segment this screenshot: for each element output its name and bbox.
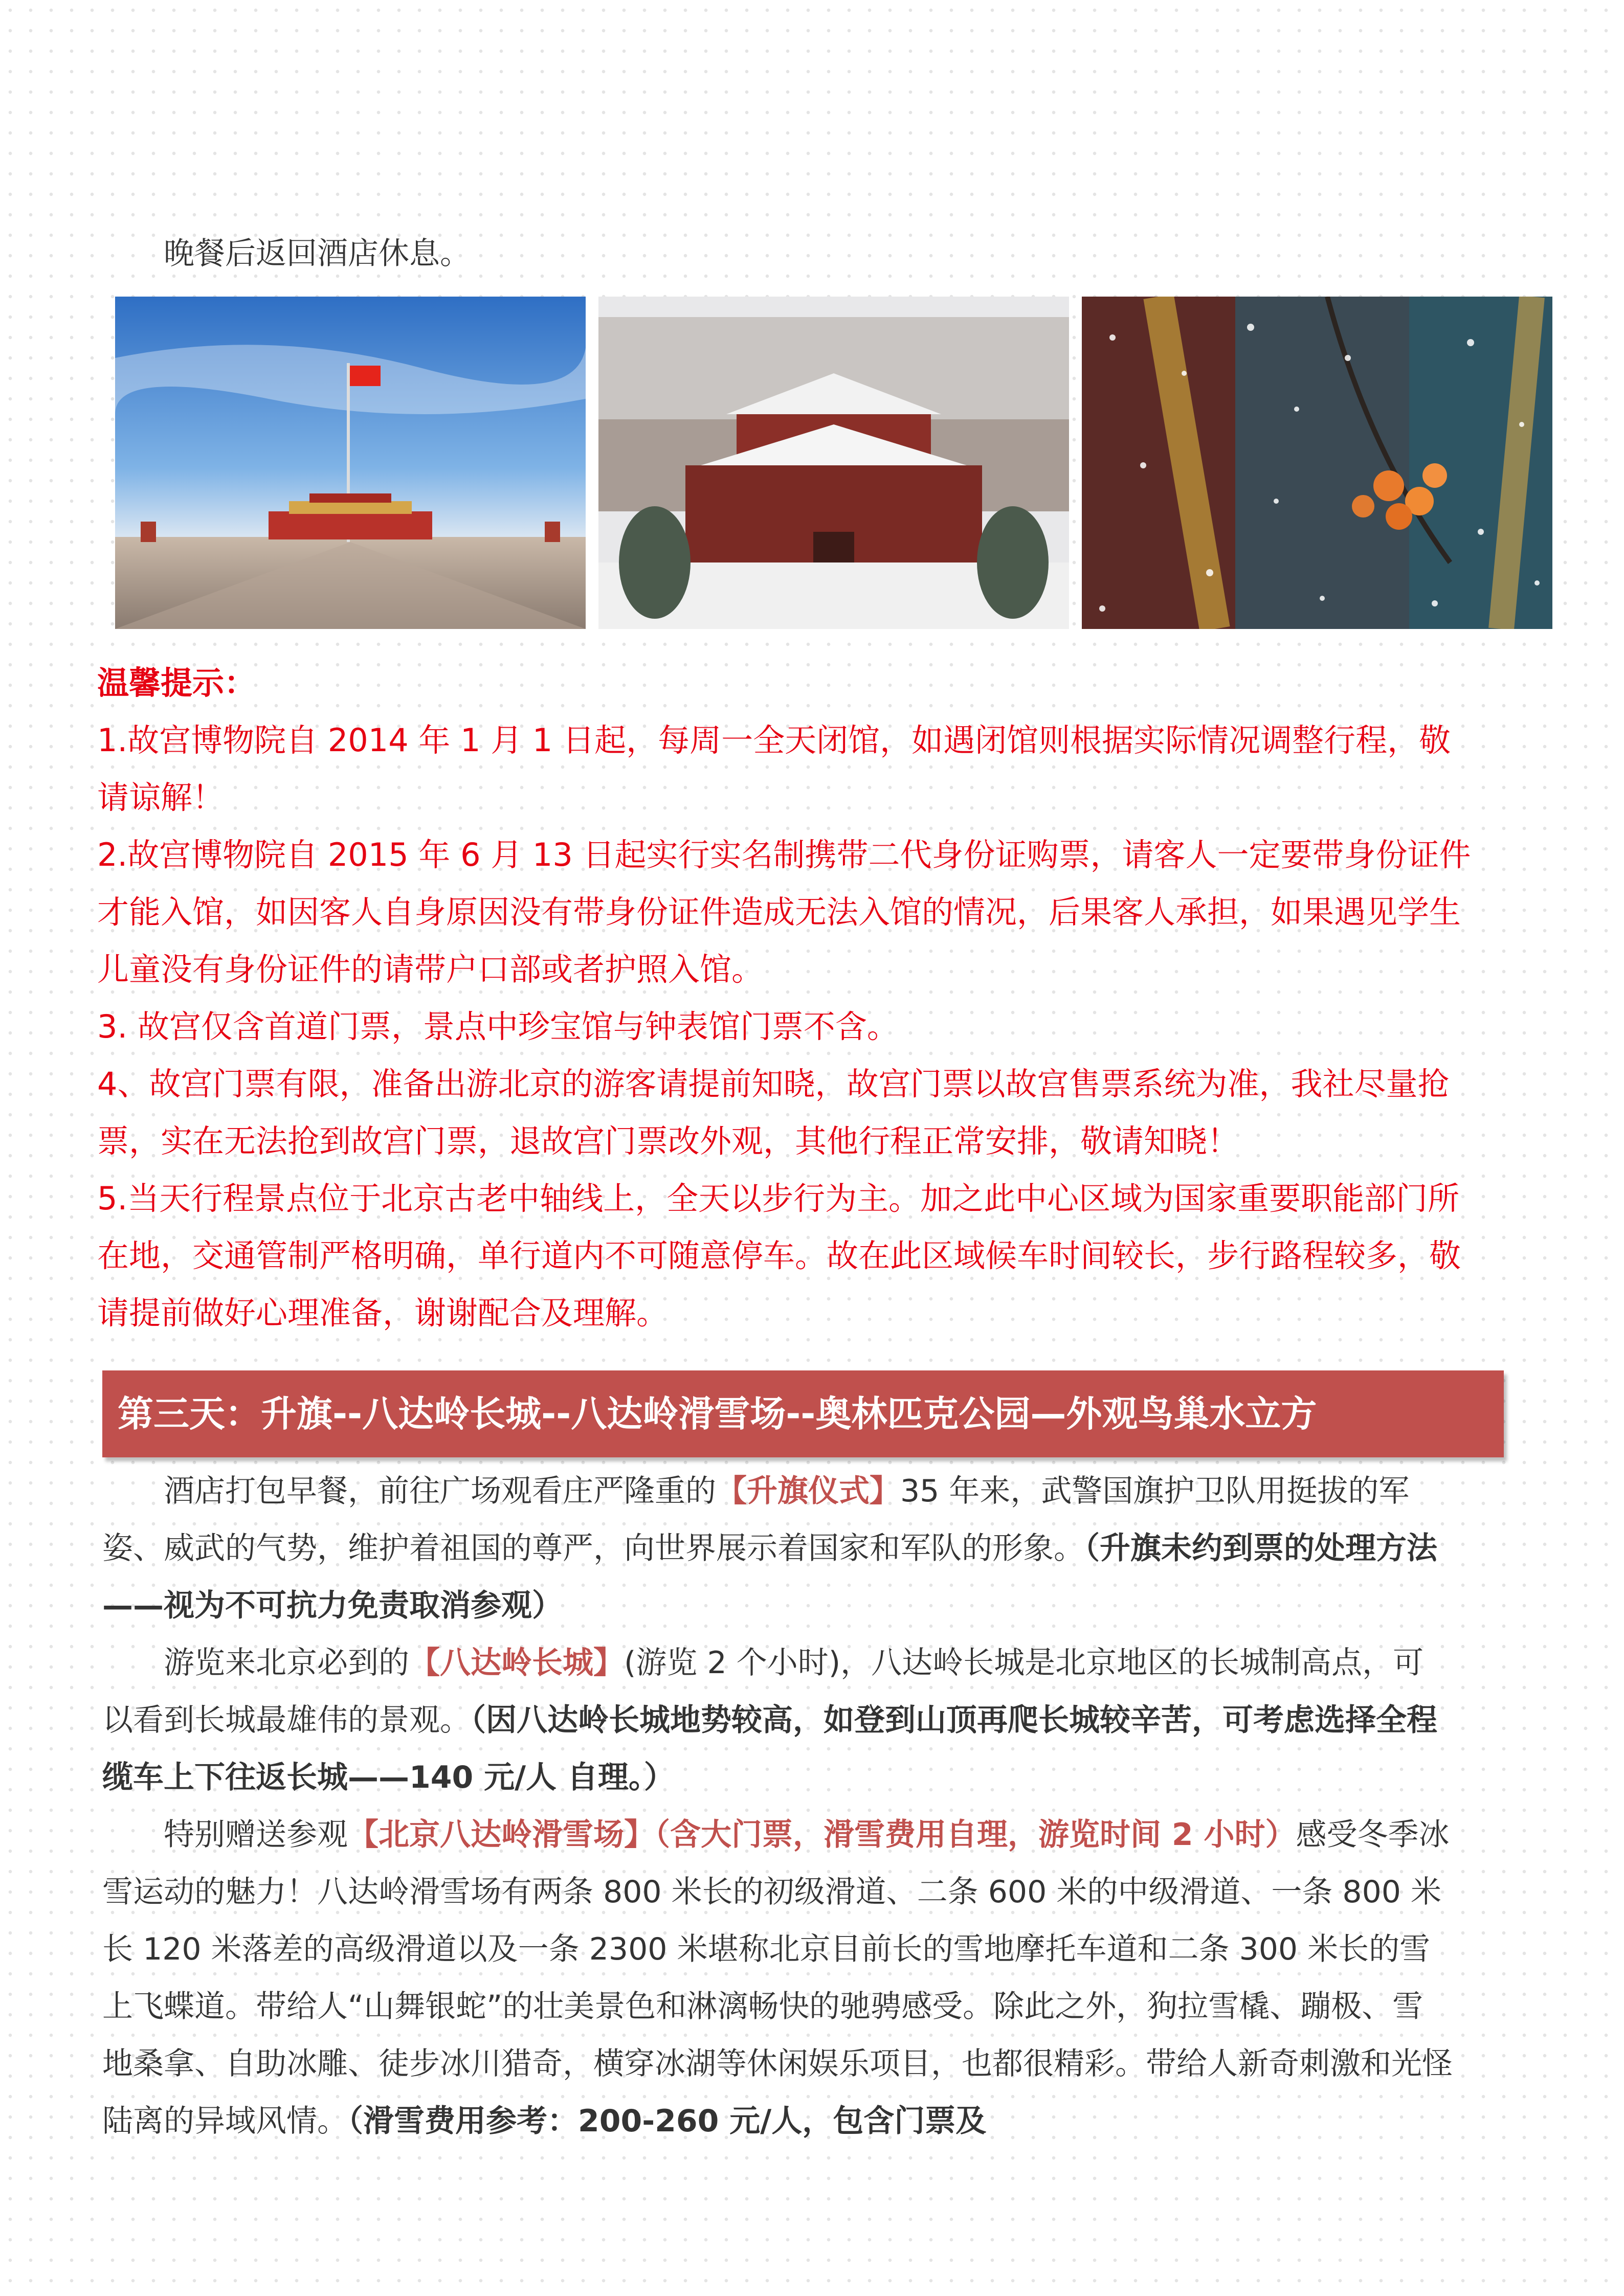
text-run: 感受冬季冰雪运动的魅力！八达岭滑雪场有两条 800 米长的初级滑道、二条 600 米的中级滑道、一条 800 米长 120 米落差的高级滑道以及一条 2300 米堪称北京目前长的雪地摩托车道和二条 300 米长的雪上飞蝶道。带给人“山舞银蛇”的壮美景色和淋漓畅快的驰骋感受。除此之外，狗拉雪橇、蹦极、雪地桑拿、自助冰雕、徒步冰川猎奇，横穿冰湖等休闲娱乐项目，也都很精彩。带给人新奇刺激和光怪陆离的异域风情。 [102,1817,1453,2139]
note-ski-fee: （滑雪费用参考：200-260 元/人，包含门票及 [348,2103,987,2139]
text-run: (游览 2 个小时)，八达岭长城是北京地区的长城制高点，可以看到长城最雄伟的景观。 [102,1645,1424,1738]
intro-text: 晚餐后返回酒店休息。 [164,236,471,272]
tip-item: 4、故宫门票有限，准备出游北京的游客请提前知晓，故宫门票以故宫售票系统为准，我社尽量抢票，实在无法抢到故宫门票，退故宫门票改外观，其他行程正常安排，敬请知晓！ [97,1065,1450,1160]
tip-item: 1.故宫博物院自 2014 年 1 月 1 日起，每周一全天闭馆，如遇闭馆则根据实际情况调整行程，敬请谅解！ [97,722,1451,816]
text-run: 35 年来，武警国旗护卫队用挺拔的军姿、威武的气势，维护着祖国的尊严，向世界展示着国家和军队的形象。 [102,1473,1410,1566]
note-cable-car: （因八达岭长城地势较高，如登到山顶再爬长城较辛苦，可考虑选择全程缆车上下往返长城——140 元/人 自理。） [102,1702,1437,1795]
text-run: 游览来北京必到的 [164,1645,409,1681]
day3-paragraph-flag-ceremony [102,1462,1453,1634]
note-flag-ceremony: （升旗未约到票的处理方法——视为不可抗力免责取消参观） [102,1530,1437,1624]
tip-item: 3. 故宫仅含首道门票，景点中珍宝馆与钟表馆门票不含。 [97,1008,899,1045]
text-run: 酒店打包早餐，前往广场观看庄严隆重的 [164,1473,716,1509]
highlight-flag-ceremony: 【升旗仪式】 [716,1473,900,1509]
tips-block [97,655,1478,1342]
photo-persimmon-snow [1082,297,1552,629]
photo-tiananmen [115,297,586,629]
day3-paragraph-great-wall [102,1634,1453,1806]
photo-forbidden-city-snow [598,297,1069,629]
tip-item: 5.当天行程景点位于北京古老中轴线上，全天以步行为主。加之此中心区域为国家重要职能部门所在地，交通管制严格明确，单行道内不可随意停车。故在此区域候车时间较长，步行路程较多，敬请提前做好心理准备，谢谢配合及理解。 [97,1180,1461,1332]
day3-paragraph-ski-resort [102,1806,1453,2150]
photo-row [115,297,1552,629]
day3-title-banner: 第三天：升旗--八达岭长城--八达岭滑雪场--奥林匹克公园—外观鸟巢水立方 [102,1370,1504,1457]
tips-title: 温馨提示： [97,664,256,702]
highlight-ski-resort: 【北京八达岭滑雪场】（含大门票，滑雪费用自理，游览时间 2 小时） [348,1817,1296,1853]
highlight-great-wall: 【八达岭长城】 [409,1645,624,1681]
tip-item: 2.故宫博物院自 2015 年 6 月 13 日起实行实名制携带二代身份证购票，请客人一定要带身份证件才能入馆，如因客人自身原因没有带身份证件造成无法入馆的情况，后果客人承担，如果遇见学生儿童没有身份证件的请带户口部或者护照入馆。 [97,836,1471,988]
text-run: 特别赠送参观 [164,1817,348,1853]
